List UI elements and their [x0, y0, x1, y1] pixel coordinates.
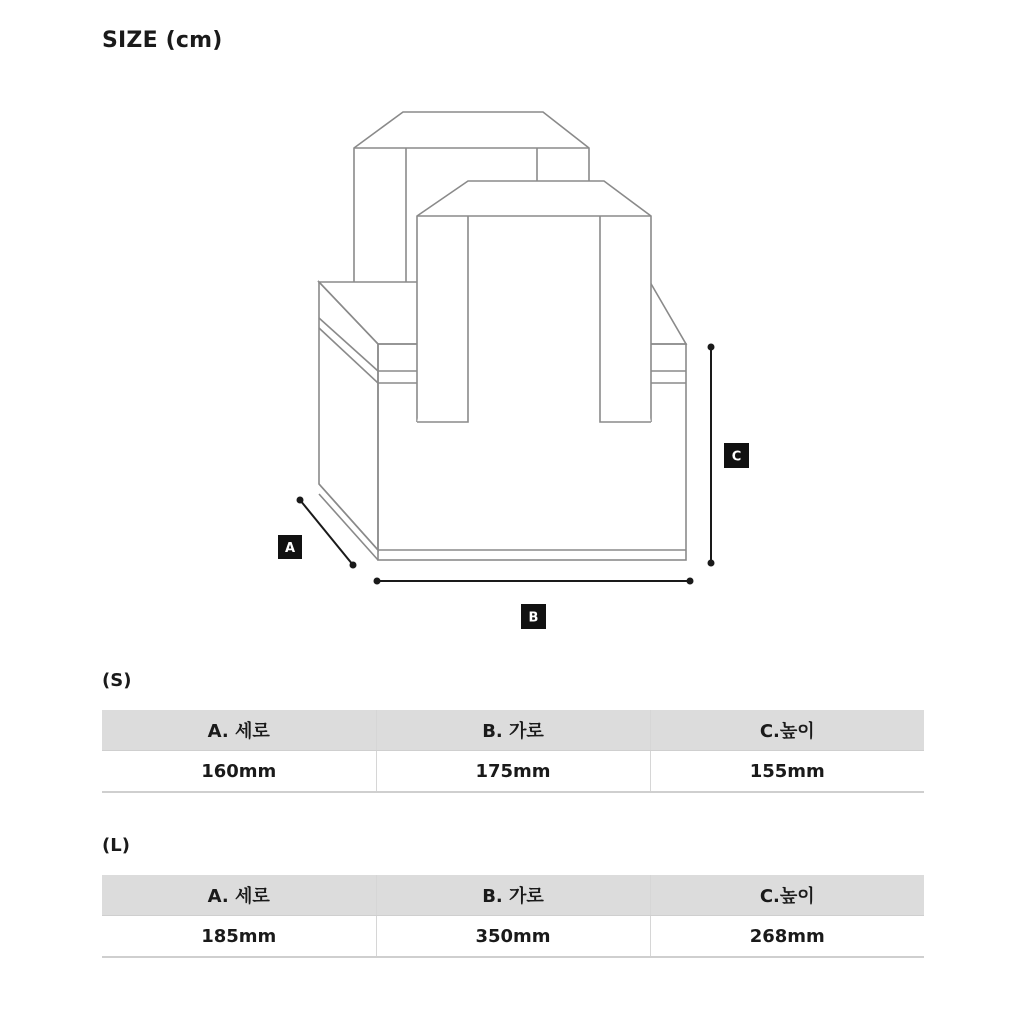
dimension-b: [374, 578, 694, 630]
dimension-a: [278, 497, 357, 569]
value-depth: 185mm: [102, 916, 376, 958]
size-table-small: [102, 710, 924, 793]
badge-b-label: B: [528, 610, 539, 626]
header-depth: A. 세로: [102, 710, 376, 751]
badge-a-label: A: [284, 541, 296, 556]
header-height: C.높이: [650, 710, 924, 751]
header-width: B. 가로: [376, 875, 650, 916]
table-header-row: [102, 710, 924, 751]
bag-left-side: [319, 282, 378, 550]
dimension-c: [708, 344, 750, 567]
badge-c-label: C: [731, 449, 742, 465]
page-title: SIZE (cm): [102, 28, 223, 53]
value-width: 175mm: [376, 751, 650, 793]
value-height: 268mm: [650, 916, 924, 958]
table-header-row: [102, 875, 924, 916]
value-height: 155mm: [650, 751, 924, 793]
size-table-large: [102, 875, 924, 958]
value-width: 350mm: [376, 916, 650, 958]
header-width: B. 가로: [376, 710, 650, 751]
header-depth: A. 세로: [102, 875, 376, 916]
header-height: C.높이: [650, 875, 924, 916]
table-row: [102, 916, 924, 958]
bag-outline: [319, 112, 686, 560]
size-label-small: (S): [102, 670, 132, 691]
size-label-large: (L): [102, 835, 130, 856]
table-row: [102, 751, 924, 793]
value-depth: 160mm: [102, 751, 376, 793]
